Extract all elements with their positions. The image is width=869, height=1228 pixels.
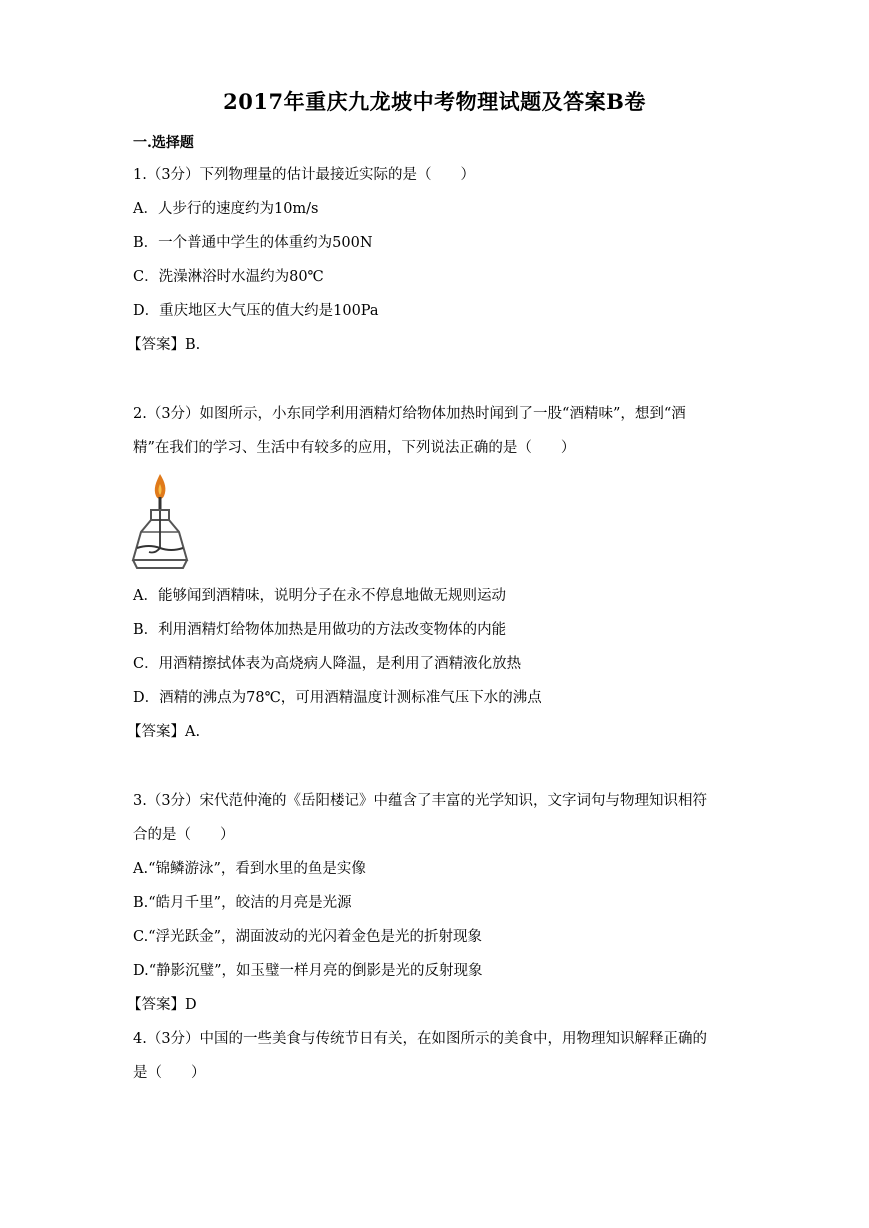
wick bbox=[159, 497, 162, 511]
q1-answer: 【答案】B. bbox=[127, 337, 201, 353]
q1-stem: 1.（3分）下列物理量的估计最接近实际的是（ ） bbox=[133, 167, 476, 183]
alcohol-lamp-icon bbox=[129, 470, 191, 572]
q3-option-a: A.“锦鳞游泳”，看到水里的鱼是实像 bbox=[133, 861, 366, 877]
q2-option-c: C．用酒精擦拭体表为高烧病人降温，是利用了酒精液化放热 bbox=[133, 656, 522, 672]
q4-stem-line1: 4.（3分）中国的一些美食与传统节日有关，在如图所示的美食中，用物理知识解释正确的 bbox=[133, 1031, 708, 1047]
q3-stem-line2: 合的是（ ） bbox=[133, 827, 235, 843]
section-heading: 一.选择题 bbox=[133, 135, 194, 151]
q1-option-b: B．一个普通中学生的体重约为500N bbox=[133, 235, 373, 251]
q2-option-b: B．利用酒精灯给物体加热是用做功的方法改变物体的内能 bbox=[133, 622, 507, 638]
q1-option-a: A．人步行的速度约为10m/s bbox=[133, 201, 319, 217]
q2-stem-line1: 2.（3分）如图所示，小东同学利用酒精灯给物体加热时闻到了一股“酒精味”，想到“酒 bbox=[133, 406, 686, 422]
q1-option-d: D．重庆地区大气压的值大约是100Pa bbox=[133, 303, 379, 319]
lamp-base bbox=[133, 560, 187, 568]
q3-answer: 【答案】D bbox=[127, 997, 197, 1013]
q3-stem-line1: 3.（3分）宋代范仲淹的《岳阳楼记》中蕴含了丰富的光学知识，文字词句与物理知识相符 bbox=[133, 793, 708, 809]
q2-answer: 【答案】A. bbox=[127, 724, 201, 740]
page-title: 2017年重庆九龙坡中考物理试题及答案B卷 bbox=[223, 89, 646, 114]
q2-stem-line2: 精”在我们的学习、生活中有较多的应用，下列说法正确的是（ ） bbox=[133, 440, 576, 456]
q2-option-a: A．能够闻到酒精味，说明分子在永不停息地做无规则运动 bbox=[133, 588, 506, 604]
q3-option-d: D.“静影沉璧”，如玉璧一样月亮的倒影是光的反射现象 bbox=[133, 963, 483, 979]
q1-option-c: C．洗澡淋浴时水温约为80℃ bbox=[133, 269, 324, 285]
q3-option-b: B.“皓月千里”，皎洁的月亮是光源 bbox=[133, 895, 352, 911]
q2-option-d: D．酒精的沸点为78℃，可用酒精温度计测标准气压下水的沸点 bbox=[133, 690, 542, 706]
q4-stem-line2: 是（ ） bbox=[133, 1065, 206, 1081]
q3-option-c: C.“浮光跃金”，湖面波动的光闪着金色是光的折射现象 bbox=[133, 929, 483, 945]
